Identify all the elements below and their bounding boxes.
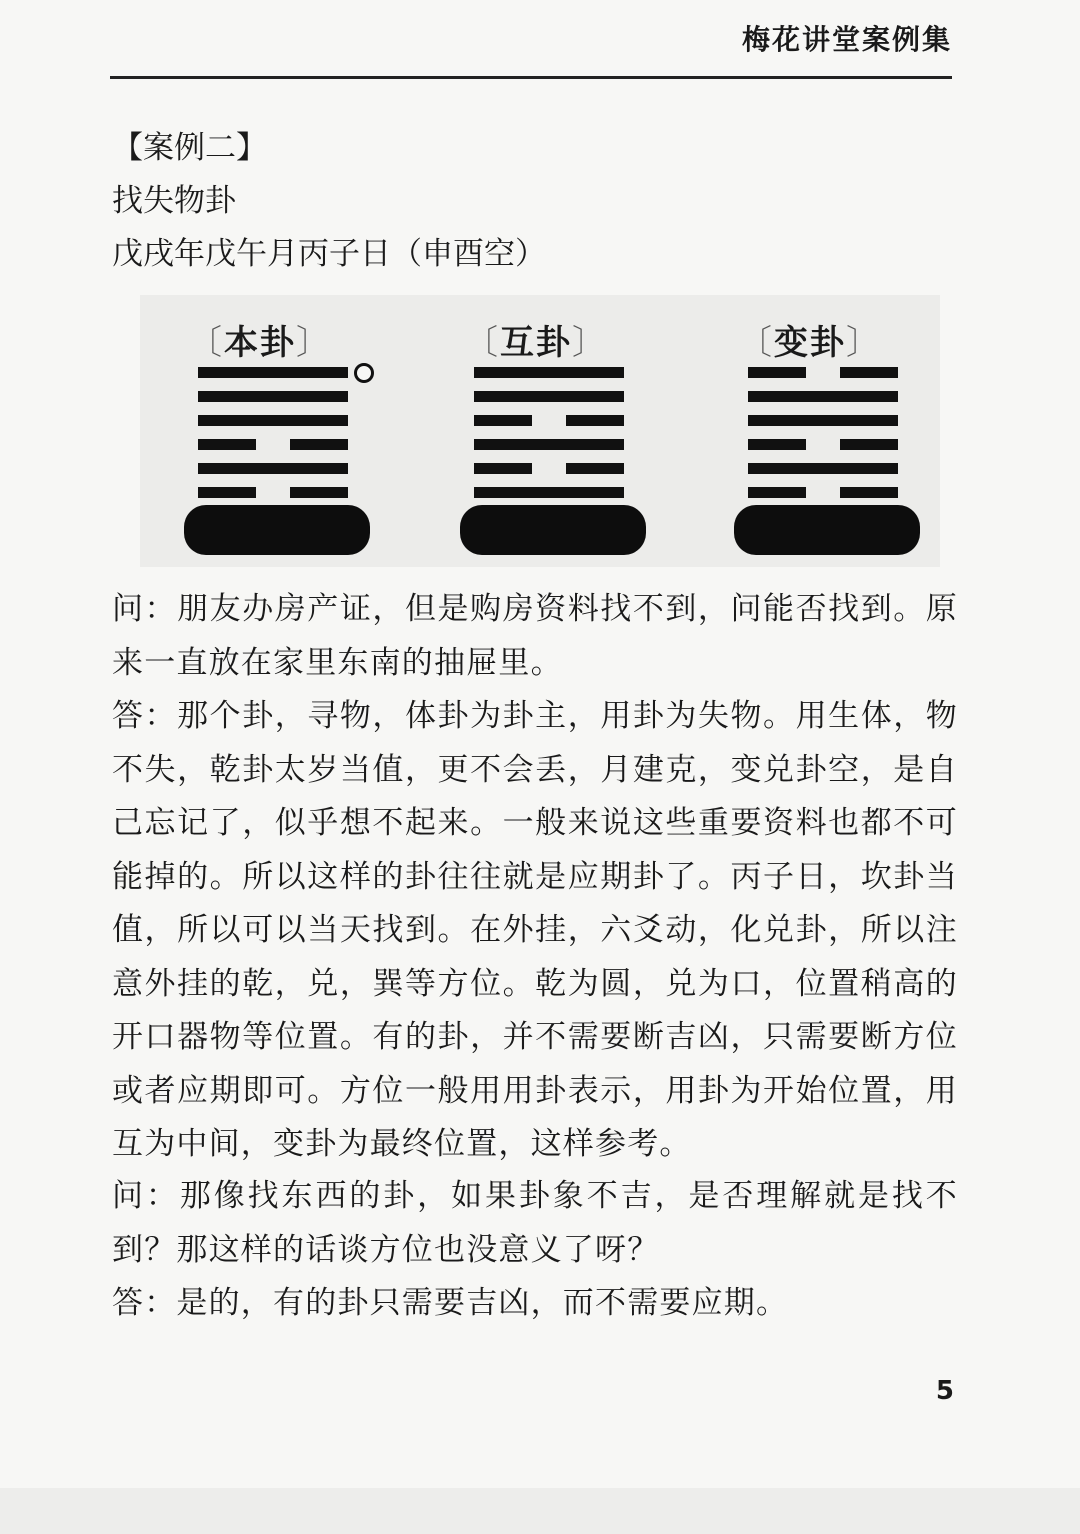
yang-line (198, 463, 348, 474)
yang-line (474, 391, 624, 402)
gua-label-bian: 〔变卦〕 (738, 323, 882, 363)
yang-line (198, 391, 348, 402)
yin-line (474, 415, 624, 426)
yao-stack-hu (474, 367, 624, 511)
yang-line (198, 367, 348, 378)
yang-line (198, 415, 348, 426)
yao-stack-bian (748, 367, 898, 511)
running-header-title: 梅花讲堂案例集 (741, 23, 952, 56)
case-subtitle: 找失物卦 (112, 183, 236, 219)
question-2: 问：那像找东西的卦，如果卦象不吉，是否理解就是找不到？那这样的话谈方位也没意义了呀？ (112, 1178, 958, 1268)
gua-hu (426, 295, 646, 567)
yin-line (198, 439, 348, 450)
yang-line (474, 439, 624, 450)
answer-1: 答：那个卦，寻物，体卦为卦主，用卦为失物。用生体，物不失，乾卦太岁当值，更不会丢，月建克，变兑卦空，是自己忘记了，似乎想不起来。一般来说这些重要资料也都不可能掉的。所以这样的卦往往就是应期卦了。丙子日，坎卦当值，所以可以当天找到。在外挂，六爻动，化兑卦，所以注意外挂的乾，兑，巽等方位。乾为圆，兑为口，位置稍高的开口器物等位置。有的卦，并不需要断吉凶，只需要断方位或者应期即可。方位一般用用卦表示，用卦为开始位置，用互为中间，变卦为最终位置，这样参考。 (112, 698, 958, 1162)
yin-line (474, 463, 624, 474)
hexagram-diagram (140, 295, 940, 567)
yang-line (474, 487, 624, 498)
header-rule (110, 76, 952, 79)
moving-line-marker (354, 363, 374, 383)
yao-stack-ben (198, 367, 348, 511)
answer-2: 答：是的，有的卦只需要吉凶，而不需要应期。 (112, 1285, 789, 1321)
gua-ben (150, 295, 370, 567)
yang-line (748, 463, 898, 474)
redaction-bar (184, 505, 370, 555)
question-1: 问：朋友办房产证，但是购房资料找不到，问能否找到。原来一直放在家里东南的抽屉里。 (112, 591, 958, 681)
yang-line (474, 367, 624, 378)
redaction-bar (734, 505, 920, 555)
redaction-bar (460, 505, 646, 555)
gua-label-ben: 〔本卦〕 (188, 323, 332, 363)
yin-line (748, 367, 898, 378)
yang-line (748, 415, 898, 426)
yin-line (748, 439, 898, 450)
case-title: 【案例二】 (112, 130, 267, 166)
page-number: 5 (935, 1376, 954, 1406)
yin-line (198, 487, 348, 498)
gua-bian (700, 295, 920, 567)
yang-line (748, 391, 898, 402)
scan-shadow (0, 1488, 1080, 1534)
yin-line (748, 487, 898, 498)
case-date: 戊戌年戊午月丙子日（申酉空） (112, 236, 546, 272)
gua-label-hu: 〔互卦〕 (464, 323, 608, 363)
